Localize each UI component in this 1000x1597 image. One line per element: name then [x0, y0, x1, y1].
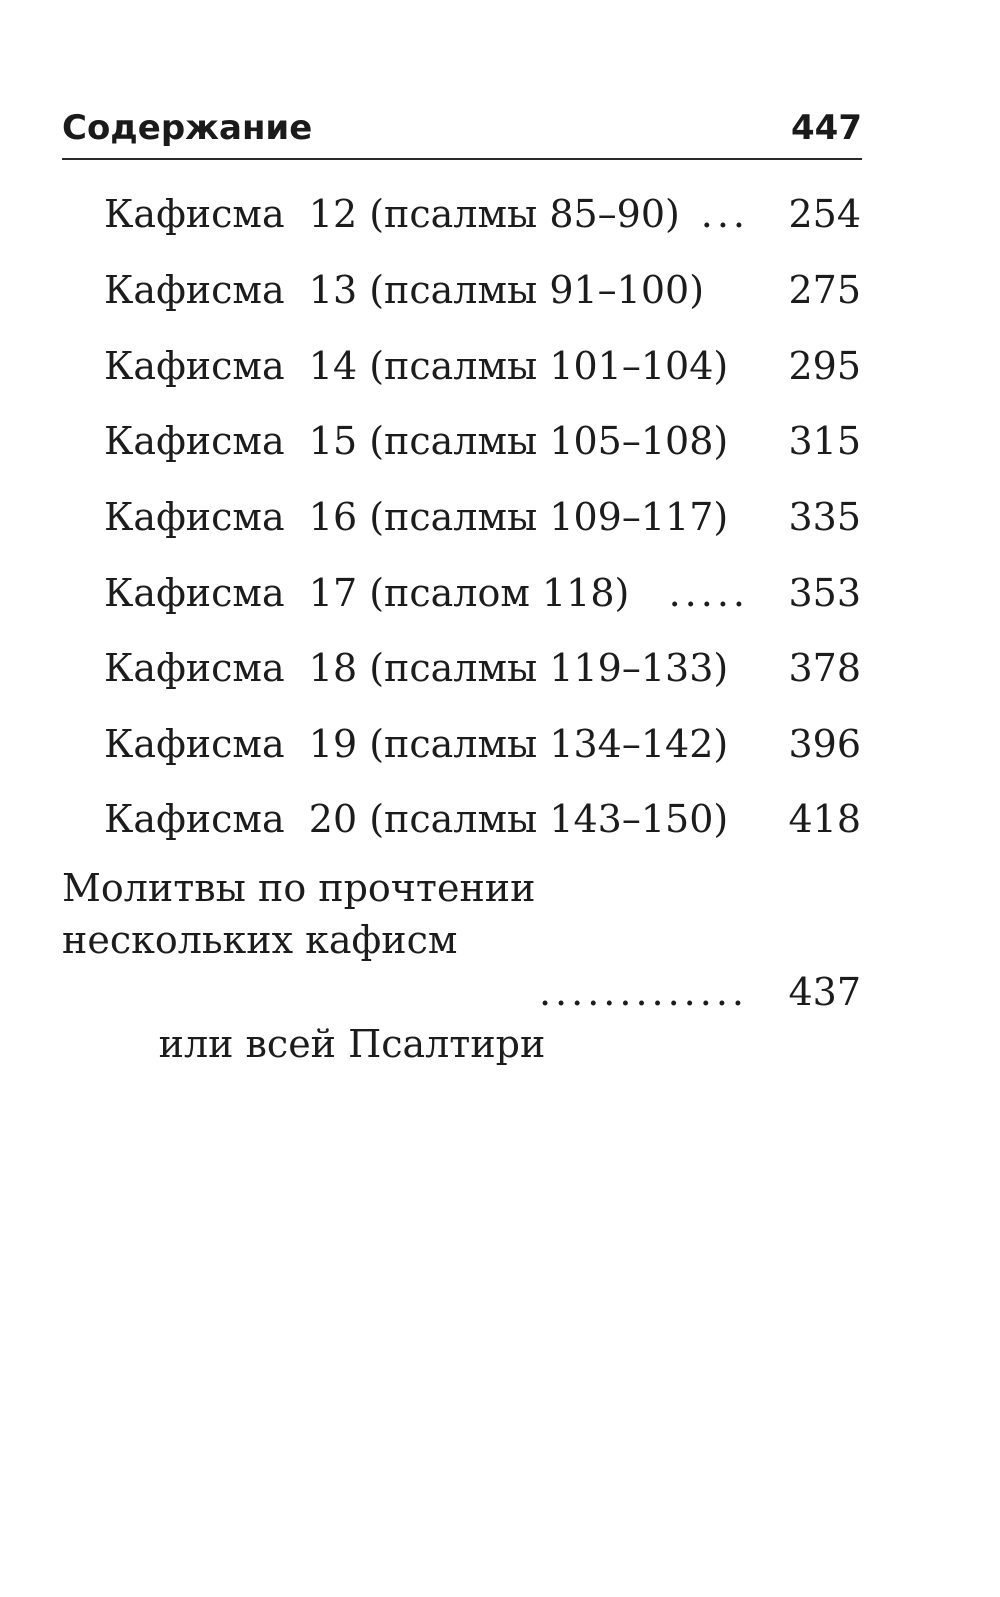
toc-entry-page: 295	[788, 344, 861, 388]
toc-entry-kathisma-20	[104, 791, 861, 847]
toc-entry-text: Кафисма 12 (псалмы 85–90)	[104, 192, 680, 236]
toc-entry-last-line	[62, 966, 861, 1066]
toc-dot-leader: .....	[668, 571, 749, 615]
toc-entry-kathisma-16	[104, 489, 861, 545]
toc-entry-text: Кафисма 20 (псалмы 143–150)	[104, 797, 729, 841]
toc-entry-text: Кафисма 15 (псалмы 105–108)	[104, 419, 729, 463]
toc-entry-line: нескольких кафисм	[62, 918, 458, 962]
toc-entry-line: или всей Псалтири	[158, 1022, 546, 1066]
toc-entry-page: 254	[788, 192, 861, 236]
toc-entry-prayers	[62, 862, 861, 1066]
toc-entry-kathisma-17	[104, 565, 861, 621]
toc-entry-kathisma-13	[104, 262, 861, 318]
toc-entry-text: Кафисма 19 (псалмы 134–142)	[104, 722, 729, 766]
page-title: Содержание	[62, 108, 313, 148]
page-number: 447	[791, 108, 862, 148]
toc-entry-text: Кафисма 16 (псалмы 109–117)	[104, 495, 729, 539]
toc-entry-kathisma-12	[104, 186, 861, 242]
toc-entry-kathisma-15	[104, 413, 861, 469]
toc-entry-page: 275	[788, 268, 861, 312]
toc-entry-line: Молитвы по прочтении	[62, 866, 536, 910]
toc-entry-page: 353	[788, 571, 861, 615]
toc-entry-kathisma-14	[104, 338, 861, 394]
toc-dot-leader: ...	[700, 192, 749, 236]
running-head	[62, 98, 862, 160]
toc-entry-kathisma-18	[104, 640, 861, 696]
toc-entry-text: Кафисма 18 (псалмы 119–133)	[104, 646, 729, 690]
toc-entry-page: 418	[788, 797, 861, 841]
toc-entry-kathisma-19	[104, 716, 861, 772]
toc-entry-page: 378	[788, 646, 861, 690]
toc-entry-text: Кафисма 17 (псалом 118)	[104, 571, 630, 615]
toc-entry-page: 437	[788, 970, 861, 1014]
toc-entry-page: 335	[788, 495, 861, 539]
toc-entry-page: 315	[788, 419, 861, 463]
toc-entry-text: Кафисма 14 (псалмы 101–104)	[104, 344, 729, 388]
toc-entry-page: 396	[788, 722, 861, 766]
toc-entry-text: Кафисма 13 (псалмы 91–100)	[104, 268, 705, 312]
toc-dot-leader: .............	[538, 970, 748, 1014]
